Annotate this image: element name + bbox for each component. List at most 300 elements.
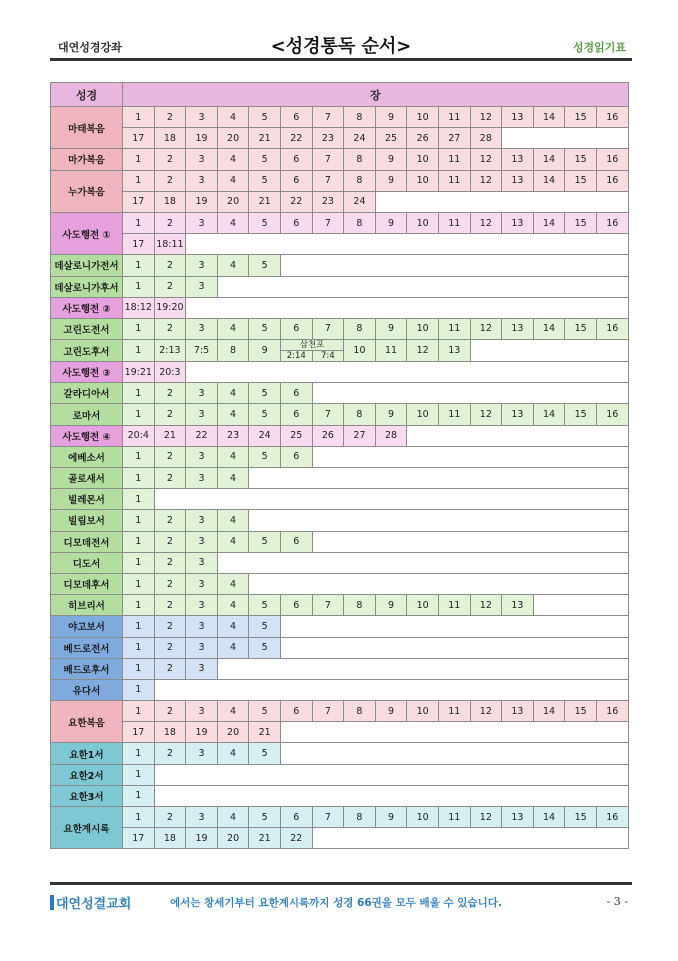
split-chapter-b: 7:4 xyxy=(312,351,344,361)
chapter-cell: 7 xyxy=(312,807,344,828)
book-name: 요한1서 xyxy=(51,743,123,764)
chapter-cell: 11 xyxy=(438,212,470,233)
chapter-cell: 19 xyxy=(186,722,218,743)
empty-cell xyxy=(154,679,628,700)
chapter-cell: 4 xyxy=(217,531,249,552)
chapter-cell: 2 xyxy=(154,616,186,637)
book-name: 로마서 xyxy=(51,404,123,425)
chapter-cell: 17 xyxy=(123,128,155,149)
book-name: 갈라디아서 xyxy=(51,383,123,404)
chapter-cell: 2 xyxy=(154,212,186,233)
empty-cell xyxy=(186,297,628,318)
chapter-cell: 5 xyxy=(249,446,281,467)
chapter-cell: 4 xyxy=(217,107,249,128)
chapter-cell: 19 xyxy=(186,828,218,849)
chapter-cell: 11 xyxy=(438,595,470,616)
chapter-cell: 18 xyxy=(154,828,186,849)
chapter-cell: 23 xyxy=(312,191,344,212)
chapter-cell: 1 xyxy=(123,404,155,425)
chapter-cell: 1 xyxy=(123,743,155,764)
chapter-cell: 2 xyxy=(154,276,186,297)
book-name: 요한복음 xyxy=(51,701,123,743)
chapter-cell: 1 xyxy=(123,489,155,510)
chapter-cell: 3 xyxy=(186,573,218,594)
chapter-cell: 1 xyxy=(123,170,155,191)
chapter-cell: 6 xyxy=(280,595,312,616)
chapter-cell: 13 xyxy=(502,701,534,722)
empty-cell xyxy=(312,446,628,467)
table-row xyxy=(51,552,629,573)
chapter-cell: 5 xyxy=(249,107,281,128)
chapter-cell: 8 xyxy=(344,701,376,722)
empty-cell xyxy=(312,828,628,849)
book-name: 히브리서 xyxy=(51,595,123,616)
chapter-cell: 2 xyxy=(154,701,186,722)
chapter-cell: 9 xyxy=(375,212,407,233)
book-name: 베드로전서 xyxy=(51,637,123,658)
chapter-cell: 16 xyxy=(596,212,628,233)
chapter-cell: 21 xyxy=(249,128,281,149)
chapter-cell: 21 xyxy=(154,425,186,446)
empty-cell xyxy=(186,234,628,255)
chapter-cell: 2 xyxy=(154,743,186,764)
empty-cell xyxy=(154,489,628,510)
chapter-cell: 1 xyxy=(123,107,155,128)
book-name: 사도행전 ② xyxy=(51,297,123,318)
chapter-cell: 7 xyxy=(312,595,344,616)
table-row xyxy=(51,722,629,743)
chapter-cell: 9 xyxy=(249,340,281,362)
chapter-cell: 13 xyxy=(502,595,534,616)
empty-cell xyxy=(249,468,628,489)
chapter-cell: 14 xyxy=(533,107,565,128)
chapter-cell: 4 xyxy=(217,149,249,170)
chapter-cell: 1 xyxy=(123,764,155,785)
chapter-cell: 9 xyxy=(375,170,407,191)
chapter-cell: 2 xyxy=(154,107,186,128)
header-left-label: 대연성경강좌 xyxy=(58,41,122,54)
empty-cell xyxy=(154,764,628,785)
chapter-cell: 7 xyxy=(312,107,344,128)
chapter-cell: 12 xyxy=(470,701,502,722)
chapter-cell: 3 xyxy=(186,595,218,616)
table-row xyxy=(51,255,629,276)
chapter-cell: 12 xyxy=(470,807,502,828)
book-name: 요한2서 xyxy=(51,764,123,785)
chapter-cell: 5 xyxy=(249,743,281,764)
chapter-cell: 6 xyxy=(280,318,312,339)
chapter-cell: 12 xyxy=(407,340,439,362)
chapter-cell: 1 xyxy=(123,658,155,679)
split-label: 삼천포 xyxy=(299,340,325,351)
table-row xyxy=(51,276,629,297)
chapter-cell: 8 xyxy=(217,340,249,362)
table-row xyxy=(51,616,629,637)
chapter-cell: 10 xyxy=(407,595,439,616)
chapter-cell: 9 xyxy=(375,595,407,616)
empty-cell xyxy=(312,531,628,552)
chapter-cell: 9 xyxy=(375,149,407,170)
book-name: 누가복음 xyxy=(51,170,123,212)
chapter-cell: 28 xyxy=(470,128,502,149)
table-row xyxy=(51,149,629,170)
chapter-cell: 4 xyxy=(217,468,249,489)
empty-cell xyxy=(249,573,628,594)
book-name: 디모데전서 xyxy=(51,531,123,552)
table-row xyxy=(51,531,629,552)
table-row xyxy=(51,340,629,362)
column-header-book: 성경 xyxy=(51,83,123,107)
chapter-cell: 17 xyxy=(123,828,155,849)
empty-cell xyxy=(217,552,628,573)
church-name: 대연성결교회 xyxy=(56,897,132,912)
chapter-cell: 15 xyxy=(565,701,597,722)
book-name: 마태복음 xyxy=(51,107,123,149)
table-row xyxy=(51,362,629,383)
chapter-cell: 1 xyxy=(123,446,155,467)
chapter-cell: 4 xyxy=(217,701,249,722)
chapter-cell: 3 xyxy=(186,276,218,297)
chapter-cell: 1 xyxy=(123,616,155,637)
chapter-cell: 2 xyxy=(154,170,186,191)
chapter-cell: 13 xyxy=(502,404,534,425)
chapter-cell: 12 xyxy=(470,318,502,339)
chapter-cell: 13 xyxy=(502,149,534,170)
chapter-cell: 16 xyxy=(596,107,628,128)
chapter-cell: 21 xyxy=(249,828,281,849)
chapter-cell: 2 xyxy=(154,318,186,339)
book-name: 데살로니가전서 xyxy=(51,255,123,276)
chapter-cell: 13 xyxy=(502,170,534,191)
chapter-cell: 11 xyxy=(375,340,407,362)
page-header xyxy=(50,32,632,60)
chapter-cell: 1 xyxy=(123,573,155,594)
chapter-cell: 3 xyxy=(186,637,218,658)
table-row xyxy=(51,234,629,255)
chapter-cell: 2 xyxy=(154,573,186,594)
chapter-cell: 25 xyxy=(280,425,312,446)
chapter-cell: 14 xyxy=(533,170,565,191)
book-name: 사도행전 ① xyxy=(51,212,123,254)
chapter-cell: 2 xyxy=(154,552,186,573)
table-row xyxy=(51,828,629,849)
table-row xyxy=(51,658,629,679)
table-row xyxy=(51,107,629,128)
chapter-cell: 11 xyxy=(438,107,470,128)
chapter-cell: 13 xyxy=(502,107,534,128)
chapter-cell: 22 xyxy=(186,425,218,446)
chapter-cell: 2 xyxy=(154,468,186,489)
chapter-cell: 3 xyxy=(186,658,218,679)
chapter-cell: 3 xyxy=(186,383,218,404)
chapter-cell: 1 xyxy=(123,531,155,552)
book-name: 야고보서 xyxy=(51,616,123,637)
table-row xyxy=(51,404,629,425)
chapter-cell: 14 xyxy=(533,701,565,722)
chapter-cell: 1 xyxy=(123,383,155,404)
chapter-cell: 4 xyxy=(217,318,249,339)
chapter-cell: 2 xyxy=(154,595,186,616)
chapter-cell: 8 xyxy=(344,107,376,128)
chapter-cell: 16 xyxy=(596,318,628,339)
chapter-cell: 1 xyxy=(123,552,155,573)
empty-cell xyxy=(154,785,628,806)
chapter-cell: 20:4 xyxy=(123,425,155,446)
empty-cell xyxy=(375,191,628,212)
chapter-cell: 5 xyxy=(249,318,281,339)
chapter-cell: 3 xyxy=(186,510,218,531)
book-name: 빌립보서 xyxy=(51,510,123,531)
chapter-cell: 21 xyxy=(249,191,281,212)
chapter-cell: 15 xyxy=(565,212,597,233)
book-name: 요한계시록 xyxy=(51,807,123,849)
chapter-cell: 5 xyxy=(249,595,281,616)
chapter-cell: 8 xyxy=(344,318,376,339)
chapter-cell: 13 xyxy=(502,212,534,233)
table-row xyxy=(51,297,629,318)
split-chapter-a: 2:14 xyxy=(286,351,306,362)
chapter-cell: 14 xyxy=(533,149,565,170)
table-row xyxy=(51,212,629,233)
table-row xyxy=(51,595,629,616)
chapter-cell: 6 xyxy=(280,701,312,722)
chapter-cell: 16 xyxy=(596,404,628,425)
chapter-cell: 3 xyxy=(186,616,218,637)
empty-cell xyxy=(280,637,628,658)
table-header-row xyxy=(51,83,629,107)
chapter-cell: 5 xyxy=(249,149,281,170)
chapter-cell: 3 xyxy=(186,212,218,233)
chapter-cell: 6 xyxy=(280,212,312,233)
chapter-cell: 6 xyxy=(280,404,312,425)
chapter-cell: 4 xyxy=(217,383,249,404)
chapter-cell: 16 xyxy=(596,701,628,722)
chapter-cell: 15 xyxy=(565,149,597,170)
chapter-cell: 18 xyxy=(154,128,186,149)
table-row xyxy=(51,425,629,446)
chapter-cell: 14 xyxy=(533,318,565,339)
empty-cell xyxy=(280,743,628,764)
table-row xyxy=(51,510,629,531)
chapter-cell: 4 xyxy=(217,637,249,658)
chapter-cell: 25 xyxy=(375,128,407,149)
chapter-cell: 3 xyxy=(186,468,218,489)
chapter-cell: 15 xyxy=(565,107,597,128)
chapter-cell: 14 xyxy=(533,807,565,828)
chapter-cell: 16 xyxy=(596,170,628,191)
empty-cell xyxy=(186,362,628,383)
chapter-cell: 8 xyxy=(344,404,376,425)
chapter-cell: 16 xyxy=(596,807,628,828)
chapter-cell: 10 xyxy=(407,318,439,339)
chapter-cell: 4 xyxy=(217,510,249,531)
chapter-cell: 1 xyxy=(123,595,155,616)
logo-bar-icon xyxy=(50,895,54,910)
chapter-cell: 1 xyxy=(123,340,155,362)
table-row xyxy=(51,468,629,489)
chapter-cell: 4 xyxy=(217,595,249,616)
table-row xyxy=(51,807,629,828)
footer-text: 에서는 창세기부터 요한계시록까지 성경 66권을 모두 배울 수 있습니다. xyxy=(170,897,502,909)
chapter-cell: 24 xyxy=(249,425,281,446)
chapter-cell: 27 xyxy=(344,425,376,446)
chapter-cell: 4 xyxy=(217,170,249,191)
chapter-cell: 2 xyxy=(154,807,186,828)
chapter-cell: 24 xyxy=(344,191,376,212)
chapter-cell: 17 xyxy=(123,234,155,255)
chapter-cell: 11 xyxy=(438,701,470,722)
chapter-cell: 3 xyxy=(186,318,218,339)
chapter-cell: 22 xyxy=(280,128,312,149)
table-row xyxy=(51,743,629,764)
chapter-cell: 7 xyxy=(312,212,344,233)
chapter-cell: 10 xyxy=(407,149,439,170)
chapter-cell: 1 xyxy=(123,637,155,658)
chapter-cell: 10 xyxy=(407,807,439,828)
empty-cell xyxy=(470,340,628,362)
chapter-cell: 15 xyxy=(565,807,597,828)
table-row xyxy=(51,191,629,212)
chapter-cell: 15 xyxy=(565,170,597,191)
chapter-cell: 2 xyxy=(154,149,186,170)
chapter-cell: 2 xyxy=(154,637,186,658)
chapter-cell: 1 xyxy=(123,276,155,297)
chapter-cell: 22 xyxy=(280,191,312,212)
chapter-cell: 8 xyxy=(344,170,376,191)
chapter-cell: 10 xyxy=(407,212,439,233)
chapter-cell: 3 xyxy=(186,170,218,191)
chapter-cell: 26 xyxy=(407,128,439,149)
chapter-cell: 12 xyxy=(470,595,502,616)
chapter-cell: 15 xyxy=(565,318,597,339)
chapter-cell: 4 xyxy=(217,446,249,467)
empty-cell xyxy=(502,128,628,149)
chapter-cell: 1 xyxy=(123,807,155,828)
table-row xyxy=(51,446,629,467)
column-header-chapters: 장 xyxy=(123,83,629,107)
chapter-cell: 7 xyxy=(312,318,344,339)
chapter-cell: 6 xyxy=(280,807,312,828)
chapter-cell: 7 xyxy=(312,149,344,170)
table-row xyxy=(51,573,629,594)
book-name: 베드로후서 xyxy=(51,658,123,679)
chapter-cell: 18:11 xyxy=(154,234,186,255)
table-row xyxy=(51,383,629,404)
chapter-cell: 8 xyxy=(344,212,376,233)
book-name: 데살로니가후서 xyxy=(51,276,123,297)
chapter-cell: 12 xyxy=(470,107,502,128)
chapter-cell: 4 xyxy=(217,573,249,594)
chapter-cell: 26 xyxy=(312,425,344,446)
chapter-cell: 3 xyxy=(186,531,218,552)
table-row xyxy=(51,701,629,722)
chapter-cell: 4 xyxy=(217,616,249,637)
empty-cell xyxy=(280,616,628,637)
table-row xyxy=(51,489,629,510)
chapter-cell: 3 xyxy=(186,552,218,573)
chapter-cell-split xyxy=(280,340,343,362)
chapter-cell: 5 xyxy=(249,637,281,658)
chapter-cell: 4 xyxy=(217,212,249,233)
chapter-cell: 1 xyxy=(123,149,155,170)
chapter-cell: 8 xyxy=(344,595,376,616)
chapter-cell: 1 xyxy=(123,255,155,276)
chapter-cell: 5 xyxy=(249,212,281,233)
empty-cell xyxy=(280,255,628,276)
chapter-cell: 1 xyxy=(123,785,155,806)
chapter-cell: 1 xyxy=(123,679,155,700)
table-row xyxy=(51,764,629,785)
book-name: 디모데후서 xyxy=(51,573,123,594)
chapter-cell: 11 xyxy=(438,404,470,425)
chapter-cell: 6 xyxy=(280,107,312,128)
chapter-cell: 28 xyxy=(375,425,407,446)
chapter-cell: 23 xyxy=(312,128,344,149)
chapter-cell: 20 xyxy=(217,191,249,212)
chapter-cell: 7 xyxy=(312,170,344,191)
book-name: 사도행전 ④ xyxy=(51,425,123,446)
chapter-cell: 5 xyxy=(249,807,281,828)
chapter-cell: 3 xyxy=(186,446,218,467)
chapter-cell: 8 xyxy=(344,807,376,828)
chapter-cell: 14 xyxy=(533,212,565,233)
chapter-cell: 2 xyxy=(154,531,186,552)
chapter-cell: 18:12 xyxy=(123,297,155,318)
book-name: 빌레몬서 xyxy=(51,489,123,510)
chapter-cell: 1 xyxy=(123,318,155,339)
chapter-cell: 11 xyxy=(438,318,470,339)
page-title: <성경통독 순서> xyxy=(270,36,412,57)
chapter-cell: 19 xyxy=(186,128,218,149)
chapter-cell: 21 xyxy=(249,722,281,743)
chapter-cell: 12 xyxy=(470,212,502,233)
book-name: 디도서 xyxy=(51,552,123,573)
chapter-cell: 13 xyxy=(502,807,534,828)
chapter-cell: 13 xyxy=(502,318,534,339)
empty-cell xyxy=(533,595,628,616)
chapter-cell: 7 xyxy=(312,404,344,425)
table-row xyxy=(51,785,629,806)
chapter-cell: 3 xyxy=(186,107,218,128)
church-logo xyxy=(50,893,131,912)
table-row xyxy=(51,318,629,339)
table-row xyxy=(51,679,629,700)
empty-cell xyxy=(217,658,628,679)
page-footer xyxy=(50,893,632,917)
empty-cell xyxy=(249,510,628,531)
chapter-cell: 4 xyxy=(217,404,249,425)
chapter-cell: 11 xyxy=(438,807,470,828)
book-name: 골로새서 xyxy=(51,468,123,489)
chapter-cell: 7 xyxy=(312,701,344,722)
chapter-cell: 9 xyxy=(375,318,407,339)
chapter-cell: 3 xyxy=(186,404,218,425)
chapter-cell: 1 xyxy=(123,468,155,489)
chapter-cell: 22 xyxy=(280,828,312,849)
chapter-cell: 4 xyxy=(217,807,249,828)
chapter-cell: 19:21 xyxy=(123,362,155,383)
page-number: - 3 - xyxy=(606,895,628,908)
chapter-cell: 16 xyxy=(596,149,628,170)
chapter-cell: 15 xyxy=(565,404,597,425)
footer-rule xyxy=(50,882,632,885)
header-rule xyxy=(50,58,632,61)
chapter-cell: 10 xyxy=(344,340,376,362)
chapter-cell: 20 xyxy=(217,828,249,849)
chapter-cell: 3 xyxy=(186,149,218,170)
chapter-cell: 1 xyxy=(123,510,155,531)
chapter-cell: 8 xyxy=(344,149,376,170)
